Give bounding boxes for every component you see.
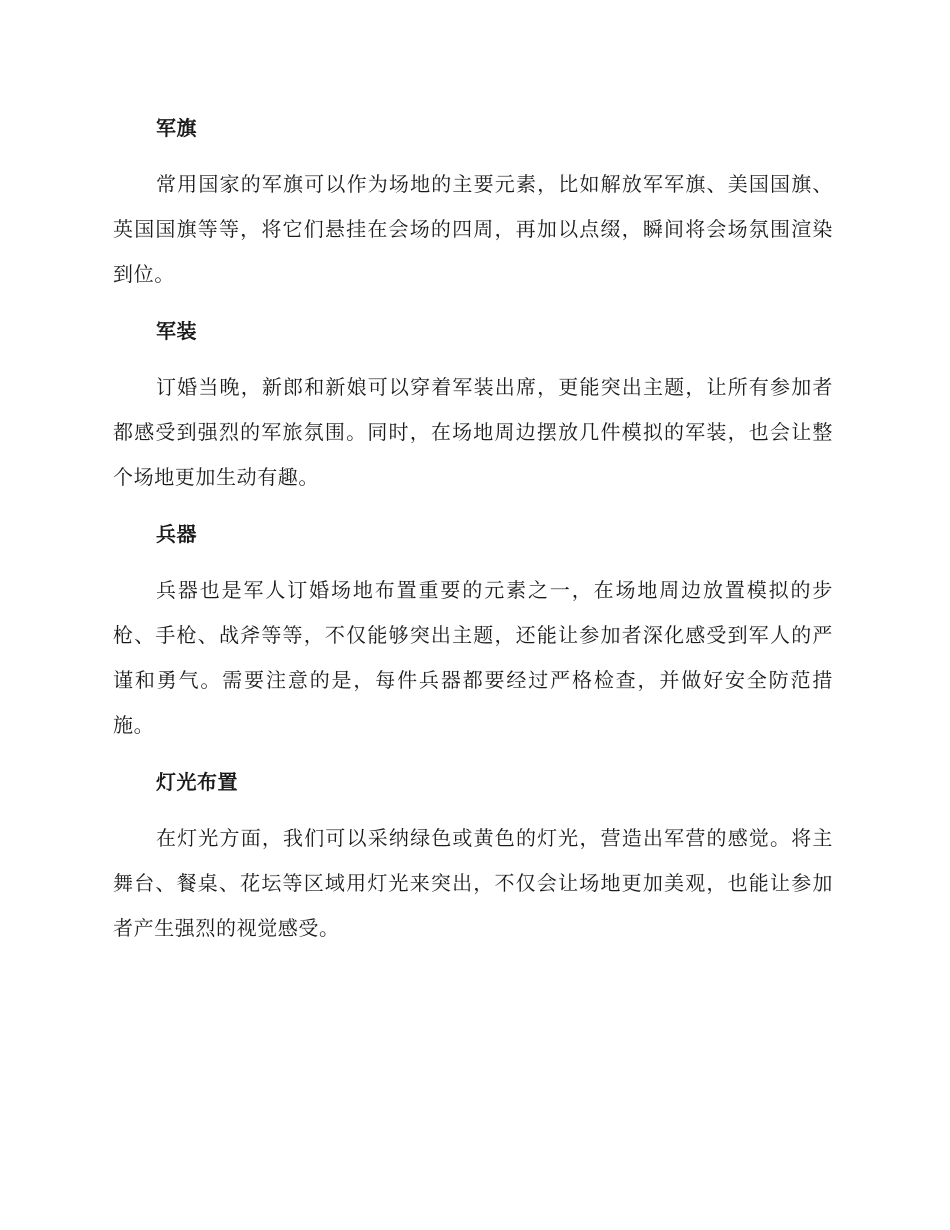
- section-heading-weapons: 兵器: [156, 522, 197, 546]
- section-heading-flag: 军旗: [156, 116, 197, 140]
- section-body-lighting: 在灯光方面，我们可以采纳绿色或黄色的灯光，营造出军营的感觉。将主舞台、餐桌、花坛等区域用灯光来突出，不仅会让场地更加美观，也能让参加者产生强烈的视觉感受。: [113, 826, 833, 940]
- section-weapons: [113, 516, 833, 748]
- document-page: [113, 110, 833, 967]
- section-heading-lighting: 灯光布置: [156, 770, 238, 794]
- section-uniform: [113, 313, 833, 500]
- section-lighting: [113, 764, 833, 951]
- section-flag: [113, 110, 833, 297]
- section-body-flag: 常用国家的军旗可以作为场地的主要元素，比如解放军军旗、美国国旗、英国国旗等等，将它们悬挂在会场的四周，再加以点缀，瞬间将会场氛围渲染到位。: [113, 172, 833, 286]
- section-heading-uniform: 军装: [156, 319, 197, 343]
- section-body-uniform: 订婚当晚，新郎和新娘可以穿着军装出席，更能突出主题，让所有参加者都感受到强烈的军旅氛围。同时，在场地周边摆放几件模拟的军装，也会让整个场地更加生动有趣。: [113, 375, 833, 489]
- section-body-weapons: 兵器也是军人订婚场地布置重要的元素之一，在场地周边放置模拟的步枪、手枪、战斧等等，不仅能够突出主题，还能让参加者深化感受到军人的严谨和勇气。需要注意的是，每件兵器都要经过严格检查，并做好安全防范措施。: [113, 578, 833, 737]
